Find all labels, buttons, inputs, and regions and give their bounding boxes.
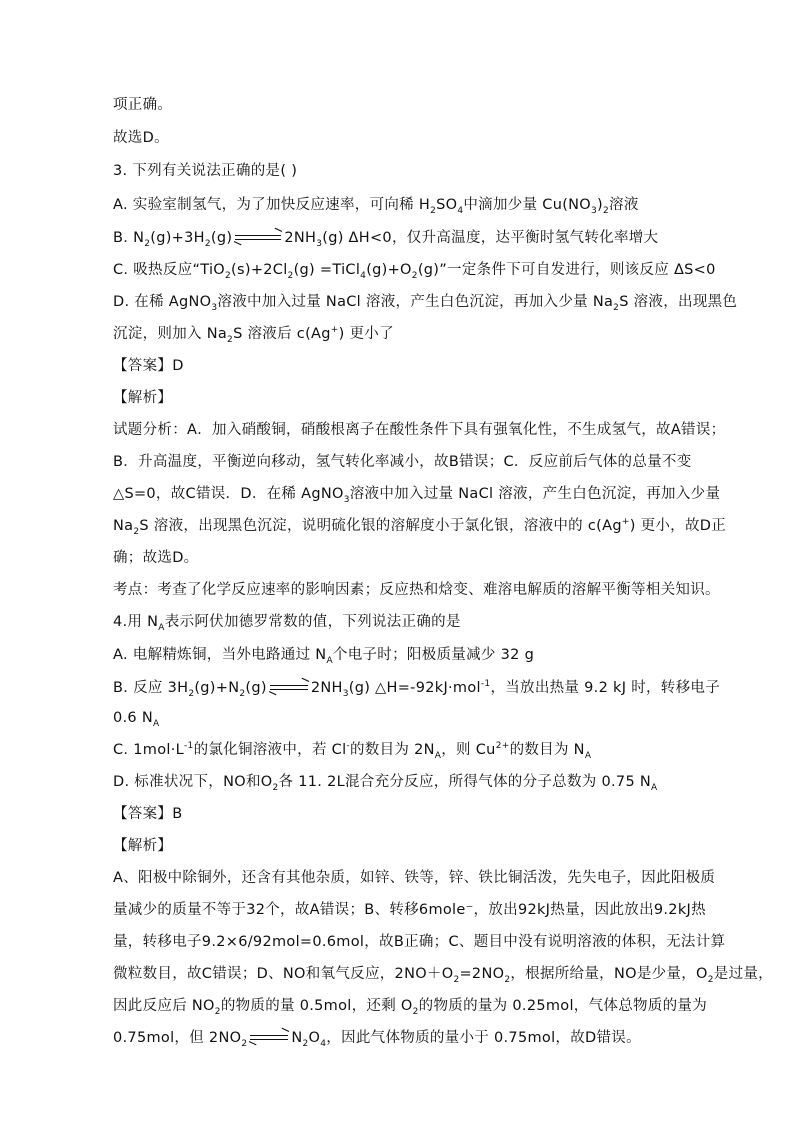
question-3-option-b: B. $N_2(g)+3H_2(g)$ $2NH_3(g)$ ΔH<0，仅升高温度，达平衡时氢气转化率增大 [113, 228, 658, 248]
key-points-3: 考点：考查了化学反应速率的影响因素；反应热和焓变、难溶电解质的溶解平衡等相关知识。 [113, 582, 720, 598]
explanation-3-text: $Na_2S$ 溶液，出现黑色沉淀，说明硫化银的溶解度小于氯化银，溶液中的 c(Ag+) 更小，故D正 [113, 517, 727, 537]
question-4-option-d: D. 标准状况下，NO和$O_2$各 11. 2L混合充分反应，所得气体的分子总数为 0.75 $N_A$ [113, 774, 658, 793]
question-3-stem: 3. 下列有关说法正确的是( ) [113, 163, 298, 179]
explanation-4-text: 微粒数目，故C错误；D、NO和氧气反应，$2NO+O_2=2NO_2$，根据所给量，NO是少量，$O_2$是过量， [113, 966, 773, 985]
question-4-option-c: C. $1mol\cdot L^{-1}$的氯化铜溶液中，若 Cl-的数目为 $2N_A$，则 $Cu^{2+}$的数目为 $N_A$ [113, 741, 592, 761]
equilibrium-arrow-icon [235, 233, 281, 243]
answer-3: 【答案】D [113, 358, 184, 374]
text-line: 故选D。 [113, 130, 169, 146]
explanation-3-text: B．升高温度，平衡逆向移动，氢气转化率减小，故B错误；C．反应前后气体的总量不变 [113, 454, 692, 470]
explanation-3-text: 确；故选D。 [113, 550, 199, 566]
answer-4: 【答案】B [113, 806, 183, 822]
question-3-option-a: A. 实验室制氢气，为了加快反应速率，可向稀 $H_2SO_4$中滴加少量 $Cu(NO_3)_2$溶液 [113, 197, 639, 216]
question-4-option-b-line-2: 0.6 $N_A$ [113, 710, 160, 729]
question-4-stem: 4.用 $N_A$表示阿伏加德罗常数的值，下列说法正确的是 [113, 614, 461, 633]
explanation-4-text: 量减少的质量不等于32个，故A错误；B、转移6mole⁻，放出92kJ热量，因此放出9.2kJ热 [113, 902, 706, 918]
explanation-4-heading: 【解析】 [113, 838, 173, 854]
equilibrium-arrow-icon [250, 1033, 288, 1043]
question-4-option-b: B. 反应 $3H_2(g)+N_2(g)$ $2NH_3(g)$ △H=-92kJ·mol$^{-1}$，当放出热量 9.2 kJ 时，转移电子 [113, 679, 720, 699]
question-3-option-d-line-2: 沉淀，则加入 $Na_2S$ 溶液后 c(Ag+) 更小了 [113, 325, 394, 345]
question-3-option-c: C. 吸热反应“$TiO_2(s)+2Cl_2(g)$ $=TiCl_4(g)+O_2(g)$”一定条件下可自发进行，则该反应 ΔS<0 [113, 262, 716, 281]
explanation-3-text: 试题分析：A．加入硝酸铜，硝酸根离子在酸性条件下具有强氧化性，不生成氢气，故A错误； [113, 422, 726, 438]
question-4-option-a: A. 电解精炼铜，当外电路通过 $N_A$个电子时；阳极质量减少 32 g [113, 647, 535, 666]
explanation-3-heading: 【解析】 [113, 390, 173, 406]
equilibrium-arrow-icon [270, 683, 308, 693]
explanation-4-text: 因此反应后 $NO_2$的物质的量 0.5mol，还剩 $O_2$的物质的量为 0.25mol，气体总物质的量为 [113, 998, 707, 1017]
explanation-3-text: △S=0，故C错误．D．在稀 AgNO$_3$溶液中加入过量 NaCl 溶液，产生白色沉淀，再加入少量 [113, 486, 721, 505]
explanation-4-text: 量，转移电子9.2×6/92mol=0.6mol，故B正确；C、题目中没有说明溶液的体积，无法计算 [113, 934, 726, 950]
text-line: 项正确。 [113, 97, 173, 113]
explanation-4-text: 0.75mol，但 $2NO_2$ $N_2O_4$，因此气体物质的量小于 0.75mol，故D错误。 [113, 1028, 641, 1048]
explanation-4-text: A、阳极中除铜外，还含有其他杂质，如锌、铁等，锌、铁比铜活泼，先失电子，因此阳极质 [113, 870, 716, 886]
question-3-option-d-line-1: D. 在稀 AgNO$_3$溶液中加入过量 NaCl 溶液，产生白色沉淀，再加入少量 $Na_2S$ 溶液，出现黑色 [113, 294, 738, 313]
